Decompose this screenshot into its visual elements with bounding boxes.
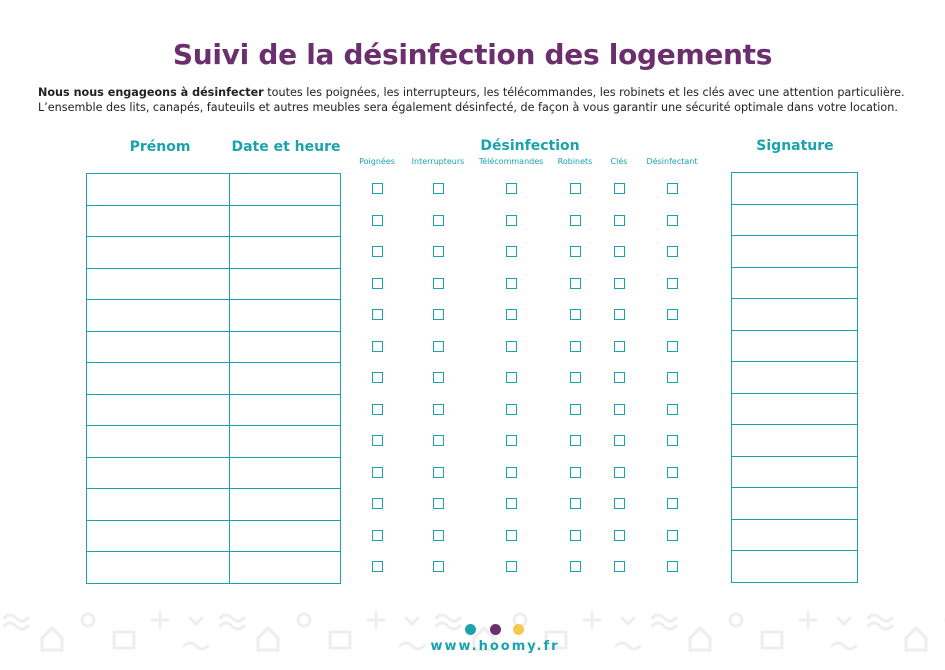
prenom-cell[interactable] xyxy=(86,488,230,521)
checkbox-télécommandes[interactable] xyxy=(506,498,517,509)
prenom-cell[interactable] xyxy=(86,551,230,584)
signature-cell[interactable] xyxy=(731,298,858,331)
prenom-cell[interactable] xyxy=(86,520,230,553)
checkbox-robinets[interactable] xyxy=(570,372,581,383)
signature-column xyxy=(731,172,858,583)
date-cell[interactable] xyxy=(229,425,341,458)
checkbox-clés[interactable] xyxy=(614,404,625,415)
checkbox-interrupteurs[interactable] xyxy=(433,372,444,383)
signature-cell[interactable] xyxy=(731,267,858,300)
prenom-cell[interactable] xyxy=(86,236,230,269)
checkbox-clés[interactable] xyxy=(614,467,625,478)
prenom-cell[interactable] xyxy=(86,457,230,490)
website-link[interactable]: www.hoomy.fr xyxy=(430,639,560,654)
checkbox-poignées[interactable] xyxy=(372,278,383,289)
intro-line-1 xyxy=(38,85,918,100)
item-label-0: Poignées xyxy=(359,157,395,166)
checkbox-clés[interactable] xyxy=(614,530,625,541)
dot-yellow xyxy=(513,624,524,635)
checkbox-télécommandes[interactable] xyxy=(506,215,517,226)
prenom-cell[interactable] xyxy=(86,205,230,238)
header-desinfection: Désinfection xyxy=(480,138,580,154)
date-cell[interactable] xyxy=(229,394,341,427)
prenom-cell[interactable] xyxy=(86,362,230,395)
intro-text xyxy=(38,85,918,115)
prenom-cell[interactable] xyxy=(86,425,230,458)
checkbox-désinfectant[interactable] xyxy=(667,341,678,352)
checkbox-télécommandes[interactable] xyxy=(506,341,517,352)
checkbox-clés[interactable] xyxy=(614,435,625,446)
header-date: Date et heure xyxy=(231,139,341,155)
date-cell[interactable] xyxy=(229,520,341,553)
checkbox-interrupteurs[interactable] xyxy=(433,404,444,415)
checkbox-interrupteurs[interactable] xyxy=(433,561,444,572)
checkbox-robinets[interactable] xyxy=(570,341,581,352)
signature-cell[interactable] xyxy=(731,235,858,268)
checkbox-robinets[interactable] xyxy=(570,435,581,446)
checkbox-interrupteurs[interactable] xyxy=(433,467,444,478)
checkbox-télécommandes[interactable] xyxy=(506,309,517,320)
intro-line-2: L’ensemble des lits, canapés, fauteuils et autres meubles sera également désinfecté, de façon à vous garantir une sécurité optimale dans votre location. xyxy=(38,101,898,114)
checkbox-robinets[interactable] xyxy=(570,215,581,226)
header-signature: Signature xyxy=(756,138,834,154)
footer-dots xyxy=(465,624,535,636)
header-prenom: Prénom xyxy=(129,139,191,155)
checkbox-clés[interactable] xyxy=(614,309,625,320)
checkbox-télécommandes[interactable] xyxy=(506,372,517,383)
item-label-2: Télécommandes xyxy=(478,157,544,166)
checkbox-désinfectant[interactable] xyxy=(667,372,678,383)
item-label-1: Interrupteurs xyxy=(411,157,465,166)
signature-cell[interactable] xyxy=(731,330,858,363)
checkbox-désinfectant[interactable] xyxy=(667,467,678,478)
checkbox-clés[interactable] xyxy=(614,183,625,194)
signature-cell[interactable] xyxy=(731,519,858,552)
checkbox-désinfectant[interactable] xyxy=(667,435,678,446)
checkbox-clés[interactable] xyxy=(614,561,625,572)
date-cell[interactable] xyxy=(229,457,341,490)
checkbox-poignées[interactable] xyxy=(372,341,383,352)
checkbox-télécommandes[interactable] xyxy=(506,278,517,289)
prenom-cell[interactable] xyxy=(86,173,230,206)
checkbox-télécommandes[interactable] xyxy=(506,246,517,257)
checkbox-poignées[interactable] xyxy=(372,498,383,509)
checkbox-robinets[interactable] xyxy=(570,530,581,541)
intro-line-1-rest: toutes les poignées, les interrupteurs, les télécommandes, les robinets et les clés avec une attention particulière. xyxy=(263,86,905,99)
checkbox-robinets[interactable] xyxy=(570,404,581,415)
item-label-3: Robinets xyxy=(557,157,593,166)
item-label-4: Clés xyxy=(610,157,628,166)
signature-cell[interactable] xyxy=(731,487,858,520)
checkbox-robinets[interactable] xyxy=(570,278,581,289)
checkbox-robinets[interactable] xyxy=(570,467,581,478)
checkbox-poignées[interactable] xyxy=(372,246,383,257)
signature-cell[interactable] xyxy=(731,393,858,426)
date-cell[interactable] xyxy=(229,205,341,238)
checkbox-robinets[interactable] xyxy=(570,309,581,320)
date-cell[interactable] xyxy=(229,268,341,301)
checkbox-interrupteurs[interactable] xyxy=(433,278,444,289)
checkbox-clés[interactable] xyxy=(614,498,625,509)
checkbox-interrupteurs[interactable] xyxy=(433,309,444,320)
checkbox-télécommandes[interactable] xyxy=(506,435,517,446)
checkbox-poignées[interactable] xyxy=(372,183,383,194)
checkbox-robinets[interactable] xyxy=(570,561,581,572)
checkbox-désinfectant[interactable] xyxy=(667,215,678,226)
checkbox-clés[interactable] xyxy=(614,341,625,352)
checkbox-clés[interactable] xyxy=(614,278,625,289)
signature-cell[interactable] xyxy=(731,550,858,583)
prenom-cell[interactable] xyxy=(86,394,230,427)
checkbox-clés[interactable] xyxy=(614,372,625,383)
checkbox-interrupteurs[interactable] xyxy=(433,498,444,509)
checkbox-clés[interactable] xyxy=(614,246,625,257)
dot-purple xyxy=(490,624,501,635)
checkbox-robinets[interactable] xyxy=(570,246,581,257)
checkbox-poignées[interactable] xyxy=(372,530,383,541)
checkbox-désinfectant[interactable] xyxy=(667,561,678,572)
checkbox-désinfectant[interactable] xyxy=(667,404,678,415)
date-cell[interactable] xyxy=(229,331,341,364)
checkbox-désinfectant[interactable] xyxy=(667,278,678,289)
date-column xyxy=(229,173,341,584)
signature-cell[interactable] xyxy=(731,172,858,205)
date-cell[interactable] xyxy=(229,362,341,395)
checkbox-désinfectant[interactable] xyxy=(667,498,678,509)
checkbox-poignées[interactable] xyxy=(372,435,383,446)
checkbox-poignées[interactable] xyxy=(372,372,383,383)
date-cell[interactable] xyxy=(229,488,341,521)
signature-cell[interactable] xyxy=(731,424,858,457)
dot-teal xyxy=(465,624,476,635)
checkbox-interrupteurs[interactable] xyxy=(433,215,444,226)
checkbox-télécommandes[interactable] xyxy=(506,467,517,478)
checkbox-poignées[interactable] xyxy=(372,309,383,320)
checkbox-désinfectant[interactable] xyxy=(667,309,678,320)
checkbox-interrupteurs[interactable] xyxy=(433,183,444,194)
prenom-column xyxy=(86,173,230,584)
checkbox-télécommandes[interactable] xyxy=(506,404,517,415)
signature-cell[interactable] xyxy=(731,456,858,489)
checkbox-télécommandes[interactable] xyxy=(506,530,517,541)
checkbox-robinets[interactable] xyxy=(570,183,581,194)
checkbox-interrupteurs[interactable] xyxy=(433,530,444,541)
checkbox-clés[interactable] xyxy=(614,215,625,226)
checkbox-désinfectant[interactable] xyxy=(667,183,678,194)
checkbox-télécommandes[interactable] xyxy=(506,183,517,194)
checkbox-poignées[interactable] xyxy=(372,561,383,572)
item-label-5: Désinfectant xyxy=(646,157,698,166)
intro-bold: Nous nous engageons à désinfecter xyxy=(38,86,264,99)
checkbox-interrupteurs[interactable] xyxy=(433,435,444,446)
signature-cell[interactable] xyxy=(731,204,858,237)
checkbox-interrupteurs[interactable] xyxy=(433,341,444,352)
checkbox-robinets[interactable] xyxy=(570,498,581,509)
checkbox-télécommandes[interactable] xyxy=(506,561,517,572)
checkbox-poignées[interactable] xyxy=(372,467,383,478)
prenom-cell[interactable] xyxy=(86,268,230,301)
checkbox-interrupteurs[interactable] xyxy=(433,246,444,257)
prenom-cell[interactable] xyxy=(86,331,230,364)
checkbox-poignées[interactable] xyxy=(372,404,383,415)
prenom-cell[interactable] xyxy=(86,299,230,332)
date-cell[interactable] xyxy=(229,236,341,269)
signature-cell[interactable] xyxy=(731,361,858,394)
checkbox-désinfectant[interactable] xyxy=(667,530,678,541)
checkbox-désinfectant[interactable] xyxy=(667,246,678,257)
date-cell[interactable] xyxy=(229,551,341,584)
date-cell[interactable] xyxy=(229,173,341,206)
date-cell[interactable] xyxy=(229,299,341,332)
page-title: Suivi de la désinfection des logements xyxy=(172,38,773,71)
checkbox-poignées[interactable] xyxy=(372,215,383,226)
